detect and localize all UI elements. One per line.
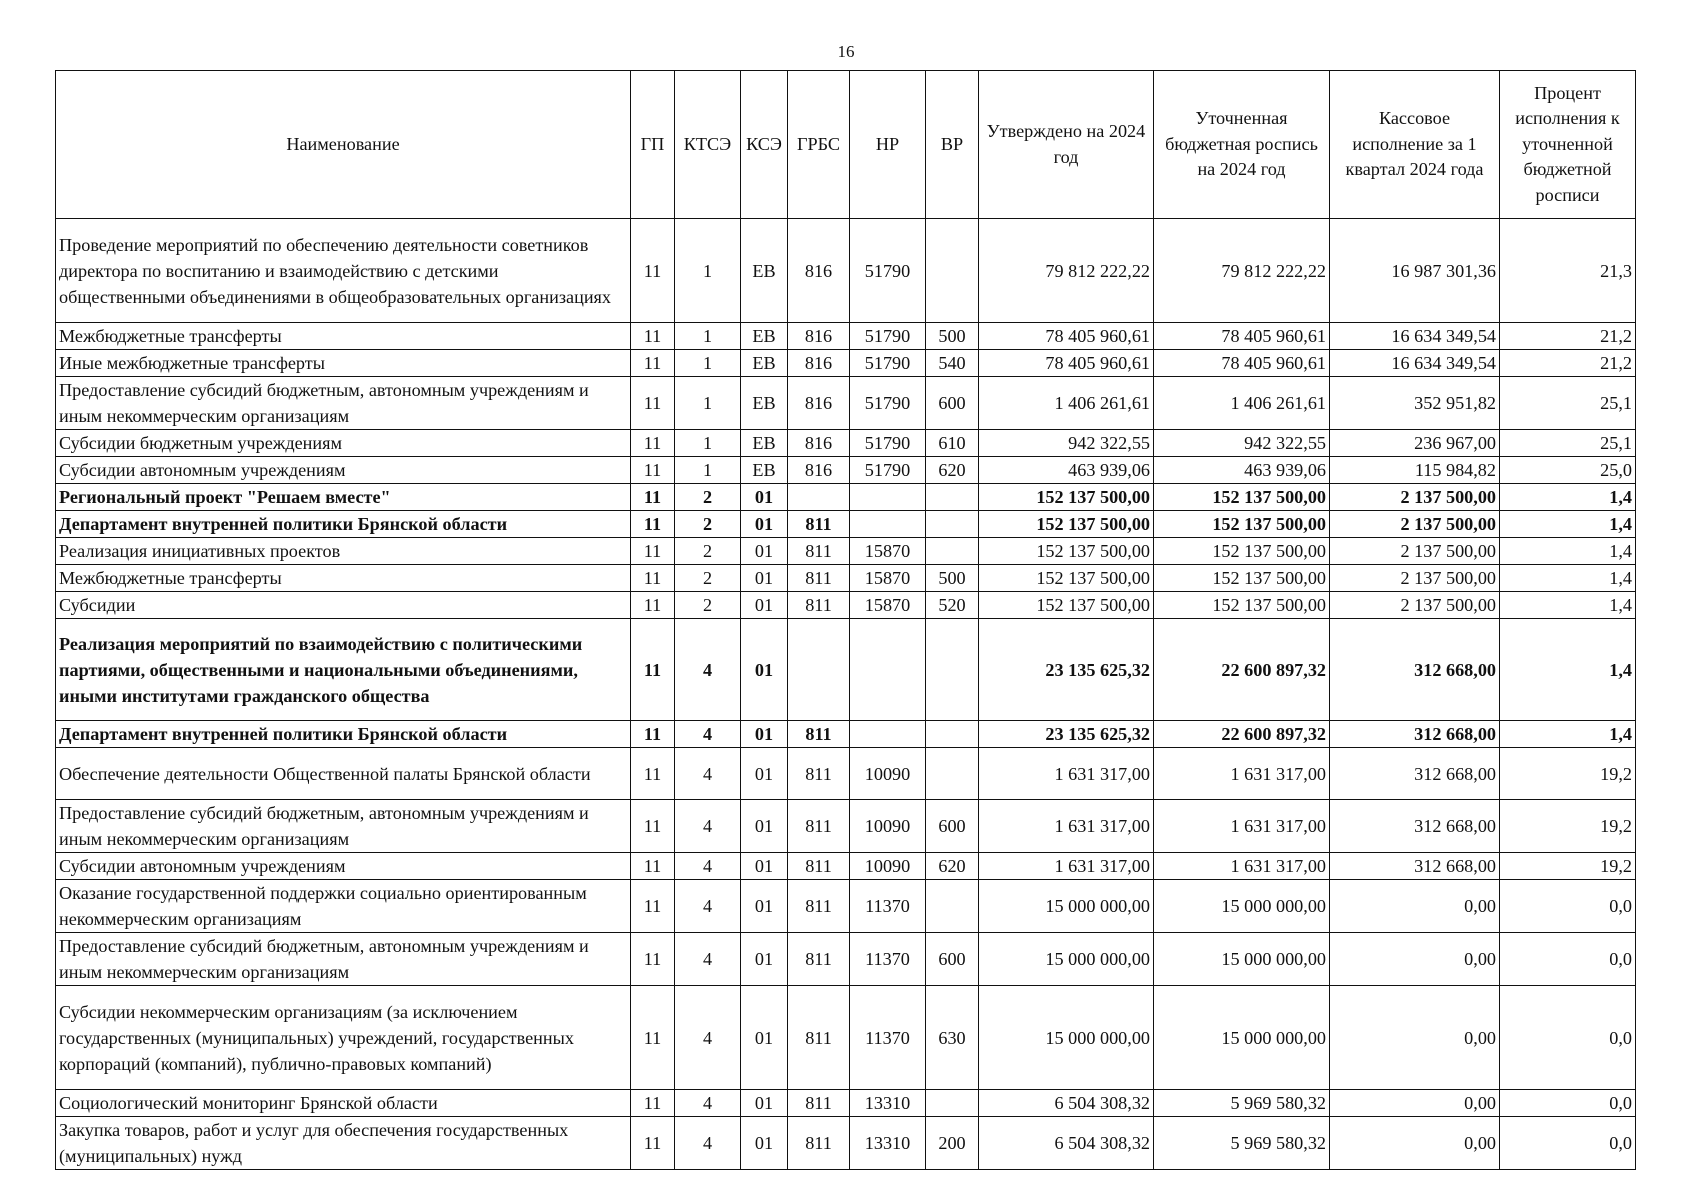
cell-gp: 11 [631, 377, 675, 430]
cell-refined: 5 969 580,32 [1154, 1090, 1330, 1117]
table-row [56, 592, 1636, 619]
cell-ktse: 4 [675, 800, 741, 853]
table-row [56, 350, 1636, 377]
table-row [56, 853, 1636, 880]
cell-grbs: 811 [788, 748, 850, 800]
cell-gp: 11 [631, 800, 675, 853]
cell-vr [926, 1090, 979, 1117]
table-row [56, 880, 1636, 933]
cell-name: Проведение мероприятий по обеспечению деятельности советников директора по воспитанию и взаимодействию с детскими общественными объединениями в общеобразовательных организациях [56, 219, 631, 323]
cell-ktse: 4 [675, 853, 741, 880]
table-body [56, 219, 1636, 1170]
cell-ktse: 4 [675, 619, 741, 721]
cell-kse: ЕВ [741, 430, 788, 457]
table-row [56, 619, 1636, 721]
header-name: Наименование [56, 71, 631, 219]
cell-grbs: 811 [788, 565, 850, 592]
cell-refined: 1 631 317,00 [1154, 748, 1330, 800]
cell-grbs [788, 619, 850, 721]
cell-approved: 152 137 500,00 [979, 538, 1154, 565]
cell-vr [926, 538, 979, 565]
cell-name: Оказание государственной поддержки социально ориентированным некоммерческим организациям [56, 880, 631, 933]
cell-approved: 6 504 308,32 [979, 1090, 1154, 1117]
cell-kse: ЕВ [741, 323, 788, 350]
cell-vr: 600 [926, 800, 979, 853]
cell-approved: 15 000 000,00 [979, 933, 1154, 986]
cell-kse: 01 [741, 853, 788, 880]
cell-percent: 21,2 [1500, 350, 1636, 377]
cell-cash: 312 668,00 [1330, 800, 1500, 853]
cell-approved: 78 405 960,61 [979, 350, 1154, 377]
cell-kse: 01 [741, 1090, 788, 1117]
cell-vr [926, 721, 979, 748]
cell-approved: 152 137 500,00 [979, 592, 1154, 619]
table-row [56, 457, 1636, 484]
cell-cash: 312 668,00 [1330, 619, 1500, 721]
cell-gp: 11 [631, 933, 675, 986]
cell-vr [926, 511, 979, 538]
cell-kse: 01 [741, 538, 788, 565]
cell-grbs: 811 [788, 880, 850, 933]
cell-kse: 01 [741, 511, 788, 538]
cell-approved: 78 405 960,61 [979, 323, 1154, 350]
cell-ktse: 1 [675, 457, 741, 484]
table-row [56, 986, 1636, 1090]
cell-gp: 11 [631, 853, 675, 880]
table-row [56, 430, 1636, 457]
cell-vr: 500 [926, 565, 979, 592]
header-ktse: КТСЭ [675, 71, 741, 219]
cell-cash: 236 967,00 [1330, 430, 1500, 457]
cell-vr: 520 [926, 592, 979, 619]
table-header-row [56, 71, 1636, 219]
cell-refined: 22 600 897,32 [1154, 721, 1330, 748]
cell-ktse: 4 [675, 1117, 741, 1170]
cell-name: Реализация мероприятий по взаимодействию с политическими партиями, общественными и национальными объединениями, иными институтами гражданского общества [56, 619, 631, 721]
cell-ktse: 1 [675, 219, 741, 323]
cell-percent: 21,2 [1500, 323, 1636, 350]
cell-ktse: 4 [675, 1090, 741, 1117]
cell-approved: 15 000 000,00 [979, 986, 1154, 1090]
cell-kse: 01 [741, 880, 788, 933]
cell-approved: 79 812 222,22 [979, 219, 1154, 323]
cell-cash: 2 137 500,00 [1330, 484, 1500, 511]
header-nr: НР [850, 71, 926, 219]
table-row [56, 323, 1636, 350]
cell-percent: 0,0 [1500, 880, 1636, 933]
cell-cash: 0,00 [1330, 1090, 1500, 1117]
cell-approved: 152 137 500,00 [979, 511, 1154, 538]
cell-refined: 942 322,55 [1154, 430, 1330, 457]
cell-refined: 15 000 000,00 [1154, 933, 1330, 986]
cell-kse: 01 [741, 592, 788, 619]
cell-grbs: 811 [788, 853, 850, 880]
cell-cash: 2 137 500,00 [1330, 538, 1500, 565]
cell-ktse: 2 [675, 511, 741, 538]
cell-nr: 51790 [850, 323, 926, 350]
cell-refined: 463 939,06 [1154, 457, 1330, 484]
cell-percent: 0,0 [1500, 986, 1636, 1090]
cell-vr: 200 [926, 1117, 979, 1170]
cell-approved: 1 631 317,00 [979, 853, 1154, 880]
cell-kse: ЕВ [741, 350, 788, 377]
cell-approved: 1 406 261,61 [979, 377, 1154, 430]
cell-nr: 51790 [850, 350, 926, 377]
cell-gp: 11 [631, 430, 675, 457]
cell-name: Реализация инициативных проектов [56, 538, 631, 565]
table-row [56, 1117, 1636, 1170]
cell-grbs [788, 484, 850, 511]
cell-vr [926, 484, 979, 511]
cell-gp: 11 [631, 511, 675, 538]
cell-approved: 15 000 000,00 [979, 880, 1154, 933]
cell-gp: 11 [631, 323, 675, 350]
cell-grbs: 811 [788, 1117, 850, 1170]
cell-approved: 942 322,55 [979, 430, 1154, 457]
cell-kse: 01 [741, 933, 788, 986]
cell-percent: 19,2 [1500, 800, 1636, 853]
header-gp: ГП [631, 71, 675, 219]
cell-cash: 115 984,82 [1330, 457, 1500, 484]
cell-nr: 51790 [850, 219, 926, 323]
cell-cash: 2 137 500,00 [1330, 511, 1500, 538]
cell-name: Субсидии автономным учреждениям [56, 457, 631, 484]
cell-percent: 25,1 [1500, 430, 1636, 457]
cell-name: Закупка товаров, работ и услуг для обеспечения государственных (муниципальных) нужд [56, 1117, 631, 1170]
cell-approved: 1 631 317,00 [979, 800, 1154, 853]
cell-kse: 01 [741, 619, 788, 721]
cell-vr: 500 [926, 323, 979, 350]
cell-refined: 15 000 000,00 [1154, 986, 1330, 1090]
cell-name: Субсидии [56, 592, 631, 619]
cell-nr: 10090 [850, 748, 926, 800]
cell-vr [926, 880, 979, 933]
cell-percent: 1,4 [1500, 721, 1636, 748]
cell-ktse: 2 [675, 592, 741, 619]
cell-percent: 1,4 [1500, 484, 1636, 511]
cell-grbs: 811 [788, 933, 850, 986]
cell-nr: 13310 [850, 1090, 926, 1117]
cell-name: Межбюджетные трансферты [56, 565, 631, 592]
cell-percent: 1,4 [1500, 538, 1636, 565]
cell-vr: 620 [926, 457, 979, 484]
cell-cash: 0,00 [1330, 933, 1500, 986]
cell-cash: 16 634 349,54 [1330, 350, 1500, 377]
cell-name: Субсидии автономным учреждениям [56, 853, 631, 880]
table-row [56, 565, 1636, 592]
cell-kse: 01 [741, 721, 788, 748]
cell-grbs: 811 [788, 721, 850, 748]
cell-percent: 0,0 [1500, 1117, 1636, 1170]
cell-nr: 15870 [850, 592, 926, 619]
cell-kse: 01 [741, 484, 788, 511]
cell-refined: 79 812 222,22 [1154, 219, 1330, 323]
cell-name: Субсидии бюджетным учреждениям [56, 430, 631, 457]
cell-approved: 6 504 308,32 [979, 1117, 1154, 1170]
cell-vr: 610 [926, 430, 979, 457]
cell-ktse: 2 [675, 565, 741, 592]
table-row [56, 748, 1636, 800]
cell-gp: 11 [631, 748, 675, 800]
table-row [56, 933, 1636, 986]
cell-cash: 0,00 [1330, 880, 1500, 933]
cell-grbs: 816 [788, 350, 850, 377]
cell-approved: 23 135 625,32 [979, 721, 1154, 748]
cell-grbs: 816 [788, 377, 850, 430]
cell-vr: 620 [926, 853, 979, 880]
cell-name: Предоставление субсидий бюджетным, автономным учреждениям и иным некоммерческим организациям [56, 377, 631, 430]
cell-percent: 19,2 [1500, 853, 1636, 880]
cell-ktse: 1 [675, 430, 741, 457]
cell-kse: 01 [741, 986, 788, 1090]
cell-ktse: 1 [675, 323, 741, 350]
cell-refined: 1 631 317,00 [1154, 800, 1330, 853]
cell-percent: 0,0 [1500, 933, 1636, 986]
cell-gp: 11 [631, 484, 675, 511]
cell-gp: 11 [631, 592, 675, 619]
cell-nr: 10090 [850, 853, 926, 880]
cell-gp: 11 [631, 619, 675, 721]
cell-gp: 11 [631, 1117, 675, 1170]
cell-kse: 01 [741, 1117, 788, 1170]
cell-cash: 312 668,00 [1330, 721, 1500, 748]
cell-grbs: 811 [788, 1090, 850, 1117]
cell-nr: 51790 [850, 430, 926, 457]
cell-gp: 11 [631, 986, 675, 1090]
cell-approved: 152 137 500,00 [979, 484, 1154, 511]
cell-cash: 352 951,82 [1330, 377, 1500, 430]
cell-percent: 21,3 [1500, 219, 1636, 323]
cell-refined: 78 405 960,61 [1154, 350, 1330, 377]
cell-cash: 312 668,00 [1330, 748, 1500, 800]
cell-refined: 152 137 500,00 [1154, 484, 1330, 511]
cell-gp: 11 [631, 457, 675, 484]
cell-refined: 15 000 000,00 [1154, 880, 1330, 933]
cell-approved: 152 137 500,00 [979, 565, 1154, 592]
cell-gp: 11 [631, 880, 675, 933]
cell-name: Департамент внутренней политики Брянской области [56, 511, 631, 538]
cell-kse: 01 [741, 565, 788, 592]
cell-refined: 152 137 500,00 [1154, 592, 1330, 619]
header-grbs: ГРБС [788, 71, 850, 219]
cell-percent: 0,0 [1500, 1090, 1636, 1117]
header-vr: ВР [926, 71, 979, 219]
cell-approved: 1 631 317,00 [979, 748, 1154, 800]
cell-grbs: 811 [788, 592, 850, 619]
cell-name: Межбюджетные трансферты [56, 323, 631, 350]
cell-percent: 25,0 [1500, 457, 1636, 484]
cell-nr: 15870 [850, 565, 926, 592]
cell-ktse: 4 [675, 986, 741, 1090]
cell-gp: 11 [631, 350, 675, 377]
cell-vr [926, 748, 979, 800]
cell-refined: 1 406 261,61 [1154, 377, 1330, 430]
cell-cash: 312 668,00 [1330, 853, 1500, 880]
cell-cash: 2 137 500,00 [1330, 592, 1500, 619]
cell-refined: 1 631 317,00 [1154, 853, 1330, 880]
cell-nr: 11370 [850, 880, 926, 933]
cell-ktse: 4 [675, 933, 741, 986]
cell-gp: 11 [631, 1090, 675, 1117]
cell-grbs: 811 [788, 511, 850, 538]
cell-refined: 152 137 500,00 [1154, 511, 1330, 538]
cell-name: Социологический мониторинг Брянской области [56, 1090, 631, 1117]
cell-name: Предоставление субсидий бюджетным, автономным учреждениям и иным некоммерческим организациям [56, 800, 631, 853]
cell-approved: 463 939,06 [979, 457, 1154, 484]
cell-vr [926, 219, 979, 323]
table-row [56, 511, 1636, 538]
cell-percent: 1,4 [1500, 592, 1636, 619]
budget-execution-table [55, 70, 1636, 1170]
cell-refined: 22 600 897,32 [1154, 619, 1330, 721]
cell-grbs: 816 [788, 430, 850, 457]
cell-kse: 01 [741, 748, 788, 800]
cell-refined: 5 969 580,32 [1154, 1117, 1330, 1170]
cell-grbs: 816 [788, 219, 850, 323]
cell-gp: 11 [631, 565, 675, 592]
cell-gp: 11 [631, 721, 675, 748]
cell-kse: ЕВ [741, 377, 788, 430]
cell-nr [850, 721, 926, 748]
cell-ktse: 1 [675, 377, 741, 430]
cell-grbs: 811 [788, 538, 850, 565]
cell-ktse: 4 [675, 748, 741, 800]
cell-gp: 11 [631, 219, 675, 323]
cell-nr [850, 619, 926, 721]
cell-name: Департамент внутренней политики Брянской области [56, 721, 631, 748]
table-row [56, 219, 1636, 323]
cell-refined: 78 405 960,61 [1154, 323, 1330, 350]
cell-grbs: 816 [788, 457, 850, 484]
cell-percent: 1,4 [1500, 565, 1636, 592]
cell-name: Региональный проект "Решаем вместе" [56, 484, 631, 511]
cell-ktse: 2 [675, 538, 741, 565]
cell-vr: 540 [926, 350, 979, 377]
cell-gp: 11 [631, 538, 675, 565]
cell-name: Обеспечение деятельности Общественной палаты Брянской области [56, 748, 631, 800]
cell-refined: 152 137 500,00 [1154, 565, 1330, 592]
table-row [56, 377, 1636, 430]
cell-name: Предоставление субсидий бюджетным, автономным учреждениям и иным некоммерческим организациям [56, 933, 631, 986]
cell-percent: 19,2 [1500, 748, 1636, 800]
cell-kse: ЕВ [741, 219, 788, 323]
cell-vr: 600 [926, 377, 979, 430]
cell-percent: 1,4 [1500, 511, 1636, 538]
cell-kse: 01 [741, 800, 788, 853]
cell-nr: 11370 [850, 933, 926, 986]
cell-ktse: 4 [675, 880, 741, 933]
cell-cash: 2 137 500,00 [1330, 565, 1500, 592]
cell-cash: 0,00 [1330, 986, 1500, 1090]
cell-vr: 630 [926, 986, 979, 1090]
cell-name: Иные межбюджетные трансферты [56, 350, 631, 377]
cell-cash: 16 634 349,54 [1330, 323, 1500, 350]
cell-name: Субсидии некоммерческим организациям (за исключением государственных (муниципальных) учреждений, государственных корпораций (компаний), публично-правовых компаний) [56, 986, 631, 1090]
table-row [56, 800, 1636, 853]
cell-nr: 51790 [850, 377, 926, 430]
cell-grbs: 811 [788, 800, 850, 853]
cell-nr: 10090 [850, 800, 926, 853]
table-row [56, 721, 1636, 748]
cell-grbs: 811 [788, 986, 850, 1090]
cell-percent: 1,4 [1500, 619, 1636, 721]
cell-ktse: 4 [675, 721, 741, 748]
cell-nr: 15870 [850, 538, 926, 565]
cell-nr: 11370 [850, 986, 926, 1090]
cell-nr [850, 484, 926, 511]
table-row [56, 538, 1636, 565]
page-number: 16 [837, 42, 855, 61]
cell-vr [926, 619, 979, 721]
cell-refined: 152 137 500,00 [1154, 538, 1330, 565]
header-kse: КСЭ [741, 71, 788, 219]
cell-ktse: 1 [675, 350, 741, 377]
cell-nr: 13310 [850, 1117, 926, 1170]
table-row [56, 1090, 1636, 1117]
header-cash: Кассовое исполнение за 1 квартал 2024 года [1330, 71, 1500, 219]
table-row [56, 484, 1636, 511]
header-percent: Процент исполнения к уточненной бюджетной росписи [1500, 71, 1636, 219]
header-approved: Утверждено на 2024 год [979, 71, 1154, 219]
cell-nr: 51790 [850, 457, 926, 484]
cell-approved: 23 135 625,32 [979, 619, 1154, 721]
cell-ktse: 2 [675, 484, 741, 511]
cell-percent: 25,1 [1500, 377, 1636, 430]
cell-grbs: 816 [788, 323, 850, 350]
cell-cash: 16 987 301,36 [1330, 219, 1500, 323]
header-refined: Уточненная бюджетная роспись на 2024 год [1154, 71, 1330, 219]
cell-vr: 600 [926, 933, 979, 986]
cell-cash: 0,00 [1330, 1117, 1500, 1170]
cell-nr [850, 511, 926, 538]
cell-kse: ЕВ [741, 457, 788, 484]
